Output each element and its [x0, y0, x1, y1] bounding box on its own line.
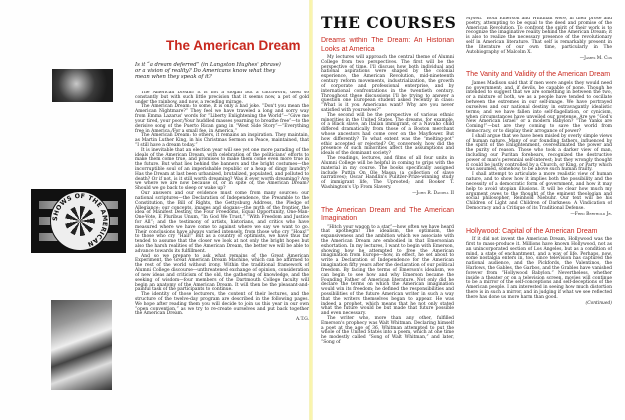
- poster-text-path: SHOWS OF THE AMERICAN: [51, 192, 109, 248]
- paragraph: My lectures will approach the central theme of Alumni College from two perspectives. The first will be the perspective of time. I'll discuss how both individual and national aspirations were shaped by the colonial experience, the American Revolution, mid-nineteenth century reform movements, industrialization, the growth of corporate and professional enterprise, and by international confrontations in the twentieth century. Throughout these discussions I'll be trying to answer a question one European student asked recently in class: “What is it you Americans want? Why are you never satisfied with yourselves?”: [321, 55, 454, 113]
- paragraph: The American Dream: it is not a slogan but a catchword, used so constantly but with such little precision that it seems now, a pot of gold under the rainbow, and now, a receding mirage.: [135, 91, 309, 105]
- continued-label: (Continued): [585, 300, 612, 306]
- course-section: [466, 71, 612, 217]
- paragraph: And so we prepare to ask what remains of the Great American Experiment, the Great American Dream Machine, which can be affirmed to the rest of the world without irony. Within the traditional framework of Alumni College discourse—unthreatened exchange of opinion, consideration of new ideas and criticism of the old, the gathering of knowledge, and the seeking of wisdom—four members of the Dartmouth College faculty will begin an anatomy of the American Dream. It will then be the pleasant-and-painful task of the participants to continue.: [135, 253, 309, 293]
- paragraph: It is inevitable that an election year will see yet one more parading of the ideals of the American Dream, with celebration of the politicians' efforts to make them come true, and promises to make them come even more true in the future. But what lies behind the banners and the bright costumes—the incorruptible soul of an imperishable republic or a heap of dingy laundry? Has the Dream at last been urbanized, brutalized, populated, and polluted to death? Or if not, is it still worth dreaming? Was it ever worth dreaming? Are we where we are now because of, or in spite of, the American Dream? Should we go back to sleep or wake up?: [135, 147, 309, 192]
- photo-woman-portrait: [52, 69, 113, 102]
- paragraph: The second will be the perspective of various ethnic minorities in the United States. The dreams, for example, of a Black slave, an Italian immigrant, or a Navaho child differed dramatically from those of a Boston merchant whose ancestors had come over on the Mayflower. But how differently? To what extent was the “melting-pot” ethic accepted or rejected? Or, conversely, how did the presence of such minorities affect the assumptions and ideals of the dominant society?: [321, 112, 454, 157]
- course-section: [321, 207, 454, 346]
- courses-heading: THE COURSES: [321, 13, 457, 32]
- course-section-continued: [466, 17, 612, 61]
- paragraph: I shall attempt to articulate a more realistic view of human nature, and to show how it implies both the possibility and the necessity of a democratic form of government, and how it may help to avoid utopian illusions. It will be clear how much my argument owes to the thought of the eminent theologian and social philosopher, Reinhold Niebuhr. Our text will be his Children of Light and Children of Darkness: A Vindication of Democracy and a Critique of its Traditional Defense.: [466, 172, 612, 211]
- course-title: Hollywood: Capital of the American Dream: [466, 227, 598, 235]
- course-section: [466, 228, 612, 307]
- paragraph: The identity of those lecturers, the content of their lectures, and the structure of the twelve-day program are described in the following pages. We hope after reading them you will decide to join us this year in our own “open convention,” as we try to re-create ourselves and put back together the American Dream.: [135, 292, 309, 317]
- paragraph: If it did not invent the American Dream, Hollywood was the first to mass-produce it. Millions have known Hollywood, not as an unincorporated section of Los Angeles, but as a condition of mind, a state of enchantment, and a way of life. Perhaps, now, some nostalgia enters in, too, since television has captured the national audience, and the Pickfords, the Valentinos, the Harlows, the Gables, the Garbos, and the Grables have vanished forever from “Hollywood Babylon.” Nevertheless, whether inside a theater or on a television screen, movies will continue to be a mirror of the self-conceptions and self-deceptions of the American people. I am interested in seeing how much distortion there is in such a mirror, and in judging if what we see reflected there has done us more harm than good.: [466, 237, 612, 300]
- course-section: [321, 37, 454, 197]
- paragraph: The American Dream: to others, it remains an inspiration. They maintain, as Martin Luther King, in his Christmas Sermon on Peace, maintained, that “I still have a dream today.”: [135, 133, 309, 148]
- paragraph: I shall argue that we have been misled by overly simple views of human nature. Many of our founding fathers, influenced by the spirit of the Enlightenment, overestimated the power and the purity of reason. Those who took a darker view of man, including our Puritan forebears, recognized the destructive power of man's perennial self-interest; but they wrongly thought it could be justly controlled by a Church, or King, or Party which was assumed, somehow, to be above such human frailty.: [466, 133, 612, 173]
- photo-parade: [51, 300, 112, 390]
- paragraph: The readings, lectures, and films of all four units in Alumni College will be helpful in coming to grips with the material in my course. The books specifically assigned include Puttin On Ole Massa (a collection of slave narratives); Oscar Handlin's Pulitzer-Prize-winning study of immigrant life, The Uprooted; and Booker T. Washington's Up From Slavery.: [321, 156, 454, 190]
- poster-image: [31, 189, 126, 253]
- course-author: —John R. Daniell II: [412, 190, 454, 196]
- middle-column: [321, 37, 454, 417]
- right-page: [313, 0, 625, 420]
- paragraph: James Madison said that if men were angels they would need no government; and, if devils, be capable of none. Though he intended to suggest that we are something in between the two, or a mixture of both, we as a people have tended to oscillate between the extremes in our self-image. We have portrayed ourselves and our national destiny in extravagantly idealistic terms; and we have fallen into self-flagellation, or cynicism, when circumstances have unveiled our pretense. Are we “God's New American Israel” or a modern Babylon? “The Yanks are Coming!”—but are they coming to save the world from democracy, or to display their arrogance of power?: [466, 80, 612, 134]
- paragraph: “Hitch your wagon to a star”—how often we have heard that apothegm! The idealism, the optimism, the expansiveness and the ambition which we associate with the American Dream are embodied in that Emersonian exhortation. In my lectures, I want to begin with Emerson, showing how he attempted to free the American imagination from Europe—how, in effect, he set about to write a Declaration of Independence for the American imagination fifty years after the declaration of our political freedom. By facing the terms of Emerson's idealism, we can begin to see how and why Emerson became the Founding Father of American literature. Not only did he declare the terms on which the American imagination would win its freedom; he defined the responsibilities and possibilities of the future American writer in such a way that the writers themselves began to appear. He was indeed a prophet, which means that he not only stated what the future would be but made that future possible and even necessary.: [321, 224, 454, 317]
- paragraph: Myself.” Both Emerson and Whitman were, in their prose and poetry, attempting to be equal to the deed and promise of the American Revolution. To confront the spirit of their work is to recognize the imaginative reality behind the American Dream; it is also to realize the necessary presence of the revolutionary self in American literature. That self is remarkably present in the literature of our own time, particularly in The Autobiography of Malcolm X.: [466, 17, 612, 55]
- course-author: —Fred Berthold Jr.: [570, 211, 612, 217]
- course-title: Dreams within The Dream: An Historian Looks at America: [321, 37, 454, 53]
- poster-emblem: [50, 191, 110, 251]
- course-title: The American Dream and The American Imagination: [321, 206, 454, 223]
- course-author: —James M. Cox: [579, 55, 612, 61]
- signature: A.T.G.: [296, 317, 309, 323]
- course-title: The Vanity and Validity of the American Dream: [466, 71, 611, 79]
- left-page: [0, 0, 310, 420]
- poster-emblem-pattern: [65, 206, 95, 236]
- article-body: [135, 91, 309, 396]
- paragraph: Our answers and our evidence must come from many sources: our national scriptures—the Declaration of Independence, the Preamble to the Constitution, the Bill of Rights, the Gettysburg Address, the Pledge of Allegiance; our concepts, images and slogans—the myth of the frontier, the idea of Manifest Destiny, the Four Freedoms, Equal Opportunity, One-Man-One-Vote, E Pluribus Unum, “In God We Trust,” “With Freedom and Justice for All”; and the testimony of artists, historians, and critics who have measured where we have come to against where we say we want to go. Their conclusions have always varied intensely, from those who cry “Hoax!” to those who cry “Hail!” But as a country of optimists, we have thus far tended to assume that the closer we look at not only the bright hopes but also the harsh realities of the American Dream, the better we will be able to advance towards its fulfillment.: [135, 191, 309, 254]
- paragraph: The writer who, more than any other, fulfilled Emerson's prophecy was Walt Whitman. Declaring himself a poet at the age of 36, Whitman attempted to put the whole of the United States into a poem, which at one time he modestly called “Song of Walt Whitman,” and later, “Song of: [321, 316, 454, 346]
- right-column: [466, 17, 612, 417]
- article-title: The American Dream: [166, 38, 301, 53]
- article-subtitle: Is it “a dream deferred” (in Langston Hughes' phrase) or a vision of reality? Do Americans know what they mean when they speak of it?: [135, 62, 281, 80]
- paragraph: The American Dream: to some, it is only a bad joke. “Don't you mean the American Nightmare?” They feel we have traveled a long and sorry way from Emma Lazarus' words for “Liberty Enlightening the World”—“Give me your tired, your poor,/Your huddled masses yearning to breathe free”—to the derisive song of the Puerto Rican gang in “West Side Story”—“Everything free in America,/For a small fee, in America.”: [135, 104, 309, 134]
